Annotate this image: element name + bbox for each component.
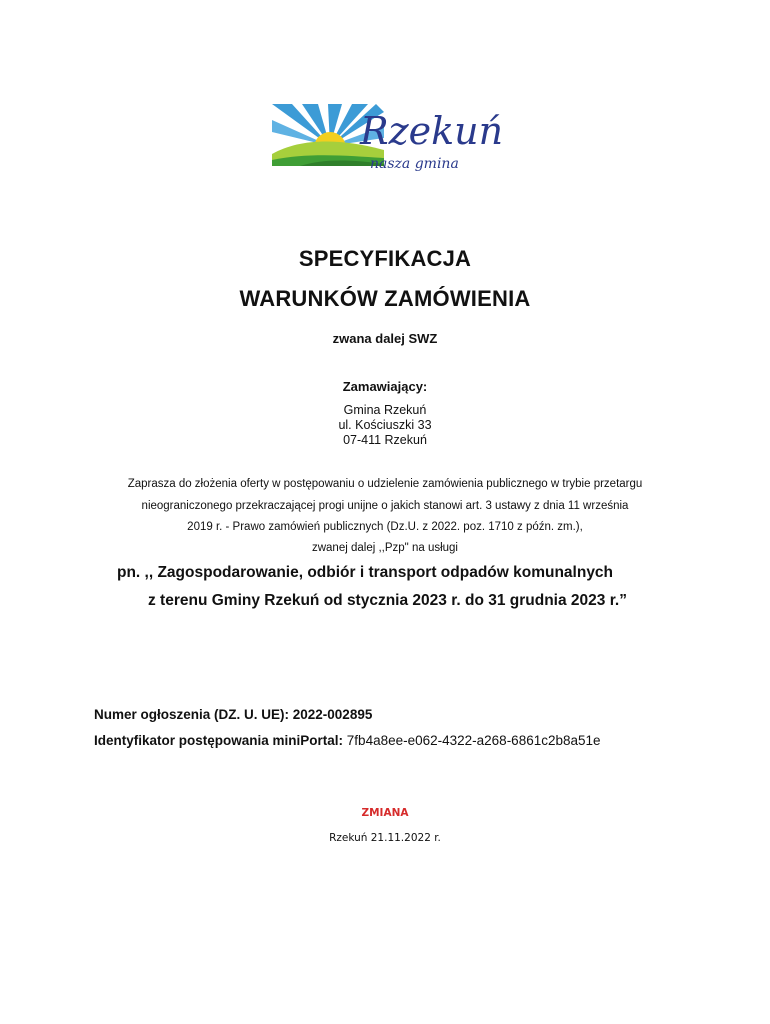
buyer-heading: Zamawiający: bbox=[342, 379, 428, 394]
rzekun-logo bbox=[270, 98, 505, 178]
title-line-2: WARUNKÓW ZAMÓWIENIA bbox=[239, 286, 531, 311]
procedure-identifier bbox=[94, 733, 601, 748]
subtitle: zwana dalej SWZ bbox=[332, 331, 438, 346]
logo-tagline: nasza gmina bbox=[370, 156, 459, 172]
buyer-city: 07-411 Rzekuń bbox=[343, 433, 427, 447]
invitation-line-1: Zaprasza do złożenia oferty w postępowaniu o udzielenie zamówienia publicznego w trybie przetargu bbox=[127, 478, 643, 490]
notice-number bbox=[94, 707, 372, 722]
logo-name: Rzekuń bbox=[360, 109, 504, 153]
title-line-1: SPECYFIKACJA bbox=[298, 246, 472, 271]
subject-line-1: pn. ,, Zagospodarowanie, odbiór i transport odpadów komunalnych bbox=[117, 564, 614, 581]
invitation-line-4: zwanej dalej ,,Pzp" na usługi bbox=[311, 542, 458, 554]
notice-number-value: 2022-002895 bbox=[292, 707, 373, 722]
buyer-street: ul. Kościuszki 33 bbox=[338, 418, 432, 432]
document-date: Rzekuń 21.11.2022 r. bbox=[329, 832, 441, 844]
change-label: ZMIANA bbox=[361, 807, 409, 819]
notice-number-label: Numer ogłoszenia (DZ. U. UE): bbox=[94, 707, 293, 722]
buyer-name: Gmina Rzekuń bbox=[343, 403, 427, 417]
procedure-identifier-value: 7fb4a8ee-e062-4322-a268-6861c2b8a51e bbox=[346, 733, 601, 748]
invitation-line-3: 2019 r. - Prawo zamówień publicznych (Dz.U. z 2022. poz. 1710 z późn. zm.), bbox=[187, 521, 583, 533]
invitation-line-2: nieograniczonego przekraczającej progi unijne o jakich stanowi art. 3 ustawy z dnia 11 września bbox=[141, 500, 629, 512]
procedure-identifier-label: Identyfikator postępowania miniPortal: bbox=[94, 733, 347, 748]
subject-line-2: z terenu Gminy Rzekuń od stycznia 2023 r. do 31 grudnia 2023 r.” bbox=[148, 592, 627, 609]
